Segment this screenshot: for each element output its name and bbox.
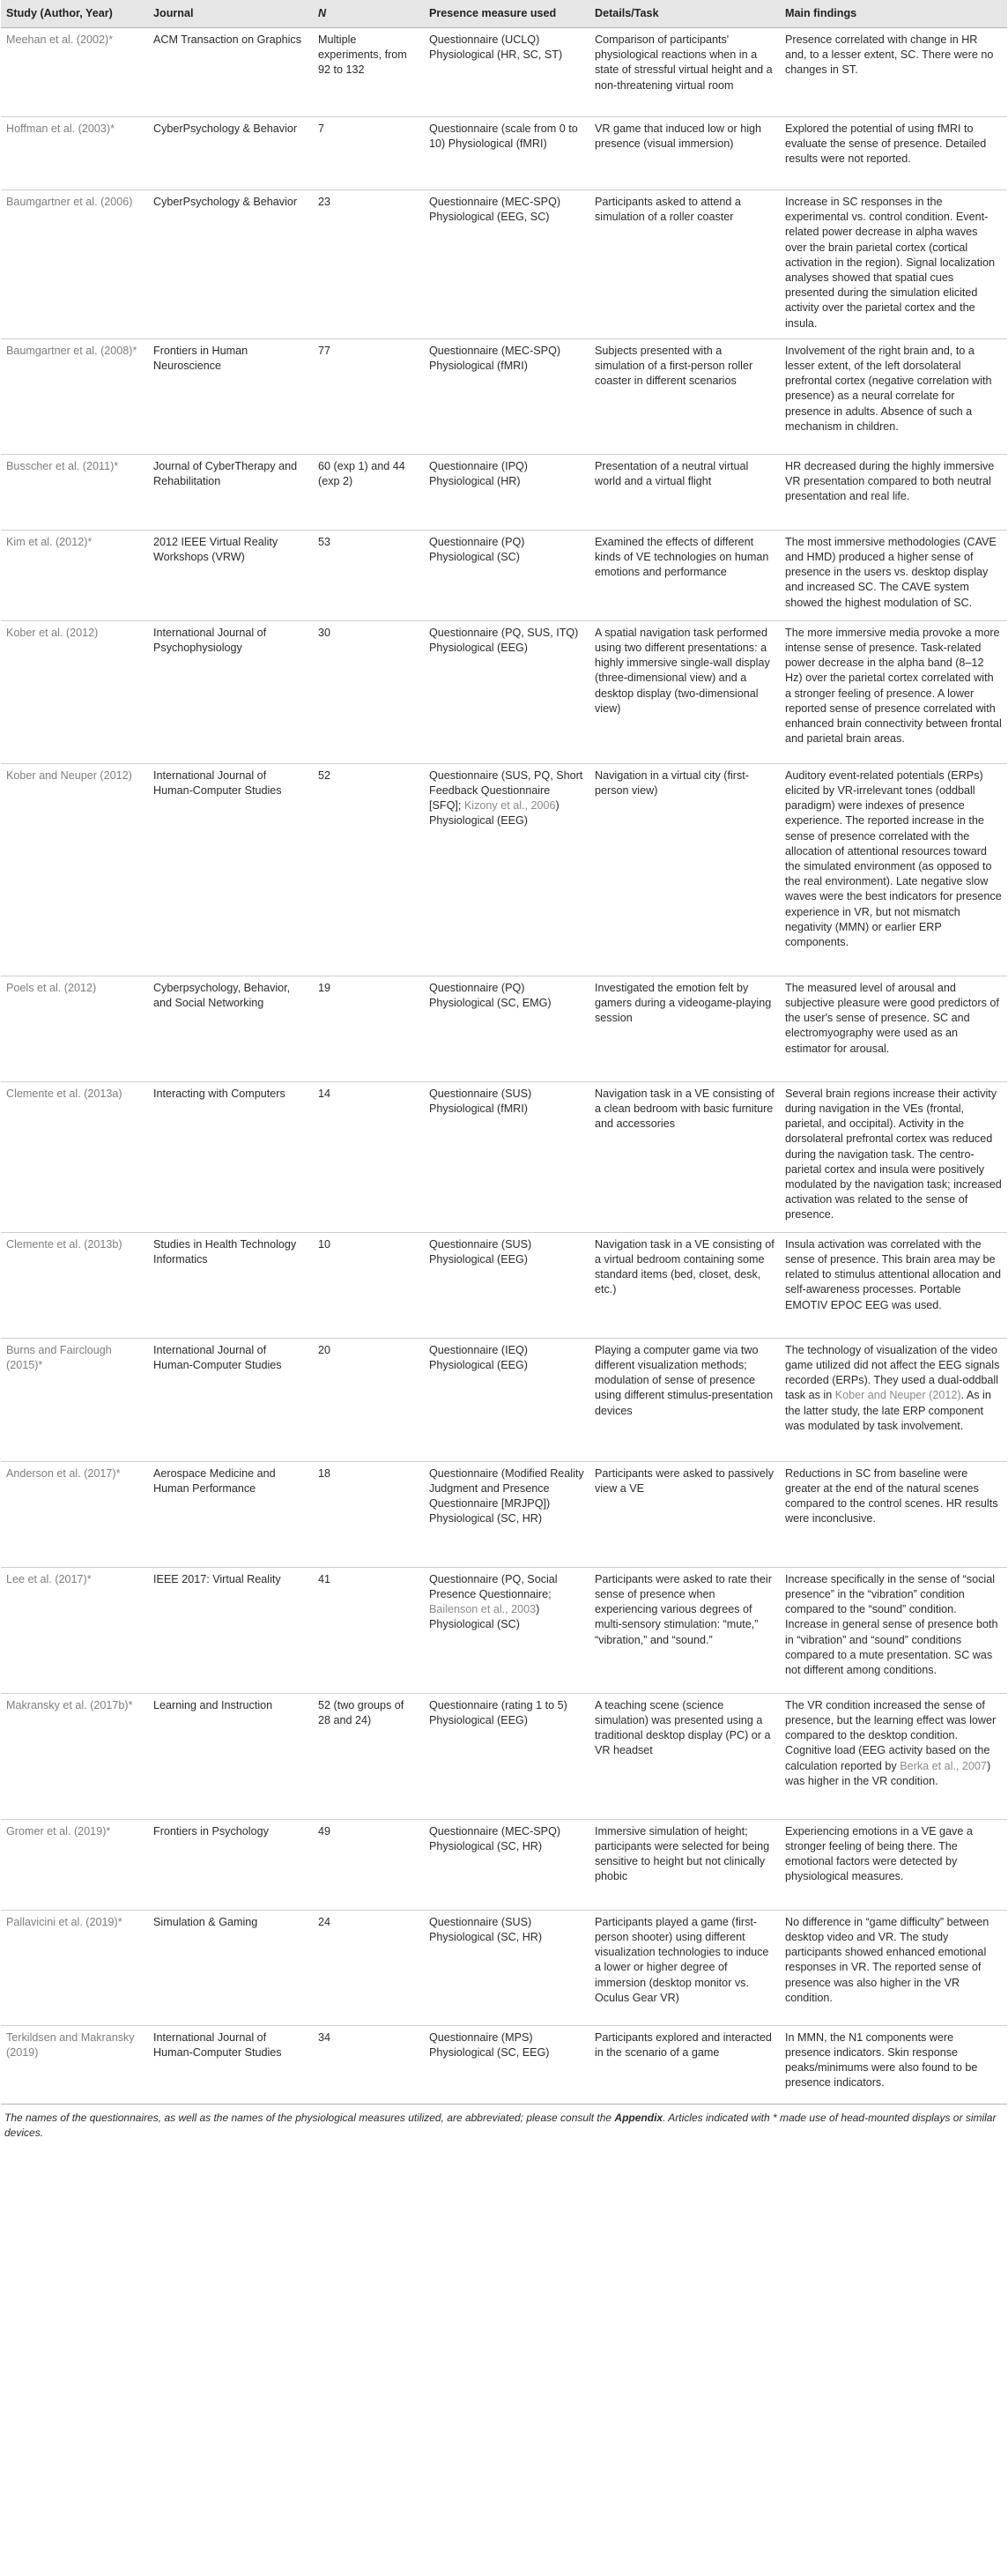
journal-cell: Journal of CyberTherapy and Rehabilitation — [148, 454, 313, 530]
table-body — [1, 28, 1007, 2105]
journal-cell: Cyberpsychology, Behavior, and Social Networking — [148, 976, 313, 1081]
study-cell[interactable]: Burns and Fairclough (2015)* — [1, 1338, 148, 1461]
details-cell: Participants asked to attend a simulation of a roller coaster — [589, 190, 780, 339]
journal-cell: International Journal of Human-Computer Studies — [148, 1338, 313, 1461]
table-row — [1, 2025, 1007, 2104]
table-row — [1, 620, 1007, 763]
journal-cell: International Journal of Psychophysiology — [148, 620, 313, 763]
presence-cell: Questionnaire (PQ) Physiological (SC, EMG) — [424, 976, 589, 1081]
study-cell[interactable]: Clemente et al. (2013a) — [1, 1081, 148, 1232]
details-cell: Comparison of participants' physiological reactions when in a state of stressful virtual height and a non-threatening virtual room — [589, 28, 780, 117]
header-presence: Presence measure used — [424, 0, 589, 28]
footnote-text: . Articles indicated with * made use of head-mounted displays or similar devices. — [4, 2111, 997, 2139]
journal-cell: Aerospace Medicine and Human Performance — [148, 1461, 313, 1567]
presence-cell: Questionnaire (MEC-SPQ) Physiological (SC, HR) — [424, 1819, 589, 1910]
findings-cell: The more immersive media provoke a more intense sense of presence. Task-related power decrease in the alpha band (8–12 Hz) over the parietal cortex correlated with a stronger feeling of presence. A lower reported sense of presence correlated with enhanced brain connectivity between frontal and parietal brain areas. — [780, 620, 1007, 763]
n-cell: 14 — [313, 1081, 424, 1232]
details-cell: Presentation of a neutral virtual world and a virtual flight — [589, 454, 780, 530]
findings-text: ) was higher in the VR condition. — [785, 1759, 991, 1787]
presence-text: Questionnaire (PQ, Social Presence Questionnaire; — [429, 1572, 558, 1601]
presence-text: ) Physiological (SC) — [429, 1603, 540, 1631]
details-cell: Navigation task in a VE consisting of a clean bedroom with basic furniture and accessories — [589, 1081, 780, 1232]
presence-cell: Questionnaire (UCLQ) Physiological (HR, SC, ST) — [424, 28, 589, 117]
table-row — [1, 763, 1007, 976]
presence-cell: Questionnaire (IEQ) Physiological (EEG) — [424, 1338, 589, 1461]
n-cell: 60 (exp 1) and 44 (exp 2) — [313, 454, 424, 530]
table-row — [1, 1232, 1007, 1338]
table-row — [1, 1910, 1007, 2025]
study-cell[interactable]: Hoffman et al. (2003)* — [1, 117, 148, 190]
n-cell: 18 — [313, 1461, 424, 1567]
presence-cell — [424, 1567, 589, 1693]
table-row — [1, 976, 1007, 1081]
presence-cell: Questionnaire (SUS) Physiological (SC, HR) — [424, 1910, 589, 2025]
presence-text: Questionnaire (SUS, PQ, Short Feedback Questionnaire [SFQ]; — [429, 768, 583, 813]
study-cell[interactable]: Gromer et al. (2019)* — [1, 1819, 148, 1910]
details-cell: Participants played a game (first-person shooter) using different visualization technologies to induce a lower or higher degree of immersion (desktop monitor vs. Oculus Gear VR) — [589, 1910, 780, 2025]
table-row — [1, 190, 1007, 339]
presence-cell: Questionnaire (rating 1 to 5) Physiological (EEG) — [424, 1693, 589, 1819]
presence-cell: Questionnaire (SUS) Physiological (EEG) — [424, 1232, 589, 1338]
n-cell: 10 — [313, 1232, 424, 1338]
citation-link[interactable]: Kizony et al., 2006 — [463, 799, 556, 813]
n-cell: 20 — [313, 1338, 424, 1461]
citation-link[interactable]: Bailenson et al., 2003 — [429, 1603, 537, 1616]
journal-cell: IEEE 2017: Virtual Reality — [148, 1567, 313, 1693]
findings-cell: HR decreased during the highly immersive VR presentation compared to both neutral presentation and real life. — [780, 454, 1007, 530]
presence-cell: Questionnaire (IPQ) Physiological (HR) — [424, 454, 589, 530]
n-cell: 24 — [313, 1910, 424, 2025]
study-cell[interactable]: Anderson et al. (2017)* — [1, 1461, 148, 1567]
table-header-row — [1, 0, 1007, 28]
findings-cell — [780, 1693, 1007, 1819]
header-details: Details/Task — [589, 0, 780, 28]
table-row — [1, 28, 1007, 117]
table-row — [1, 1461, 1007, 1567]
n-cell: 53 — [313, 530, 424, 620]
n-cell: 34 — [313, 2025, 424, 2104]
table-footnote — [1, 2105, 1007, 2141]
study-cell[interactable]: Kober et al. (2012) — [1, 620, 148, 763]
n-cell: 30 — [313, 620, 424, 763]
presence-cell: Questionnaire (PQ) Physiological (SC) — [424, 530, 589, 620]
findings-cell: Experiencing emotions in a VE gave a stronger feeling of being there. The emotional factors were detected by physiological measures. — [780, 1819, 1007, 1910]
details-cell: VR game that induced low or high presence (visual immersion) — [589, 117, 780, 190]
findings-text: The VR condition increased the sense of presence, but the learning effect was lower compared to the desktop condition. Cognitive load (EEG activity based on the calculation reported by — [785, 1698, 997, 1772]
details-cell: Playing a computer game via two different visualization methods; modulation of sense of presence using different stimulus-presentation devices — [589, 1338, 780, 1461]
findings-cell: Involvement of the right brain and, to a lesser extent, of the left dorsolateral prefrontal cortex (negative correlation with presence) as a neural correlate for presence in adults. Absence of such a mechanism in children. — [780, 338, 1007, 454]
citation-link[interactable]: Kober and Neuper (2012) — [834, 1389, 961, 1402]
findings-cell: Increase specifically in the sense of “social presence” in the “vibration” condition compared to the “sound” condition. Increase in general sense of presence both in “vibration” and “sound” conditions compared to a mute presentation. SC was not different among conditions. — [780, 1567, 1007, 1693]
study-cell[interactable]: Poels et al. (2012) — [1, 976, 148, 1081]
details-cell: Participants were asked to rate their sense of presence when experiencing various degrees of multi-sensory stimulation: “mute,” “vibration,” and “sound.” — [589, 1567, 780, 1693]
study-cell[interactable]: Baumgartner et al. (2006) — [1, 190, 148, 339]
header-n: N — [313, 0, 424, 28]
findings-cell: The measured level of arousal and subjective pleasure were good predictors of the user's sense of presence. SC and electromyography were used as an estimator for arousal. — [780, 976, 1007, 1081]
table-row — [1, 1819, 1007, 1910]
findings-cell: Presence correlated with change in HR and, to a lesser extent, SC. There were no changes in ST. — [780, 28, 1007, 117]
journal-cell: ACM Transaction on Graphics — [148, 28, 313, 117]
journal-cell: International Journal of Human-Computer Studies — [148, 2025, 313, 2104]
study-cell[interactable]: Terkildsen and Makransky (2019) — [1, 2025, 148, 2104]
n-cell: 77 — [313, 338, 424, 454]
details-cell: A spatial navigation task performed using two different presentations: a highly immersive single-wall display (three-dimensional view) and a desktop display (two-dimensional view) — [589, 620, 780, 763]
presence-cell: Questionnaire (MEC-SPQ) Physiological (EEG, SC) — [424, 190, 589, 339]
details-cell: Investigated the emotion felt by gamers during a videogame-playing session — [589, 976, 780, 1081]
study-cell[interactable]: Busscher et al. (2011)* — [1, 454, 148, 530]
details-cell: Participants were asked to passively view a VE — [589, 1461, 780, 1567]
journal-cell: International Journal of Human-Computer Studies — [148, 763, 313, 976]
findings-cell: Explored the potential of using fMRI to evaluate the sense of presence. Detailed results were not reported. — [780, 117, 1007, 190]
n-cell: 23 — [313, 190, 424, 339]
details-cell: Immersive simulation of height; participants were selected for being sensitive to height but not clinically phobic — [589, 1819, 780, 1910]
findings-cell: Insula activation was correlated with the sense of presence. This brain area may be related to stimulus attentional allocation and self-awareness processes. Portable EMOTIV EPOC EEG was used. — [780, 1232, 1007, 1338]
journal-cell: CyberPsychology & Behavior — [148, 117, 313, 190]
presence-cell: Questionnaire (MPS) Physiological (SC, EEG) — [424, 2025, 589, 2104]
header-findings: Main findings — [780, 0, 1007, 28]
citation-link[interactable]: Berka et al., 2007 — [900, 1759, 987, 1772]
findings-cell: Reductions in SC from baseline were greater at the end of the natural scenes compared to the control scenes. HR results were inconclusive. — [780, 1461, 1007, 1567]
journal-cell: Learning and Instruction — [148, 1693, 313, 1819]
presence-cell — [424, 763, 589, 976]
study-cell[interactable]: Lee et al. (2017)* — [1, 1567, 148, 1693]
study-cell[interactable]: Pallavicini et al. (2019)* — [1, 1910, 148, 2025]
findings-cell: In MMN, the N1 components were presence indicators. Skin response peaks/minimums were also found to be presence indicators. — [780, 2025, 1007, 2104]
n-cell: 49 — [313, 1819, 424, 1910]
details-cell: Subjects presented with a simulation of a first-person roller coaster in different scenarios — [589, 338, 780, 454]
journal-cell: 2012 IEEE Virtual Reality Workshops (VRW) — [148, 530, 313, 620]
presence-text: ) Physiological (EEG) — [429, 799, 560, 828]
appendix-link[interactable]: Appendix — [614, 2111, 663, 2124]
table-row — [1, 1693, 1007, 1819]
findings-cell: Several brain regions increase their activity during navigation in the VEs (frontal, parietal, and occipital). Activity in the dorsolateral prefrontal cortex was reduced during the navigation task. The centro-parietal cortex and insula were positively modulated by the navigation task; increased activation was related to the sense of presence. — [780, 1081, 1007, 1232]
details-cell: A teaching scene (science simulation) was presented using a traditional desktop display (PC) or a VR headset — [589, 1693, 780, 1819]
journal-cell: Simulation & Gaming — [148, 1910, 313, 2025]
presence-cell: Questionnaire (SUS) Physiological (fMRI) — [424, 1081, 589, 1232]
journal-cell: Frontiers in Human Neuroscience — [148, 338, 313, 454]
n-cell: 7 — [313, 117, 424, 190]
n-cell: 52 — [313, 763, 424, 976]
table-row — [1, 1567, 1007, 1693]
table-row — [1, 530, 1007, 620]
study-cell[interactable]: Makransky et al. (2017b)* — [1, 1693, 148, 1819]
study-cell[interactable]: Clemente et al. (2013b) — [1, 1232, 148, 1338]
header-study: Study (Author, Year) — [1, 0, 148, 28]
study-cell[interactable]: Baumgartner et al. (2008)* — [1, 338, 148, 454]
presence-cell: Questionnaire (PQ, SUS, ITQ) Physiological (EEG) — [424, 620, 589, 763]
findings-cell: Increase in SC responses in the experimental vs. control condition. Event-related power decrease in alpha waves over the brain parietal cortex (cortical activation in the region). Signal localization analyses showed that spatial cues presented during the simulation elicited activity over the parietal cortex and the insula. — [780, 190, 1007, 339]
n-cell: 52 (two groups of 28 and 24) — [313, 1693, 424, 1819]
findings-text: The technology of visualization of the video game utilized did not affect the EEG signals recorded (ERPs). They used a dual-oddball task as in — [785, 1343, 1000, 1402]
study-cell[interactable]: Kober and Neuper (2012) — [1, 763, 148, 976]
details-cell: Navigation task in a VE consisting of a virtual bedroom containing some standard items (bed, closet, desk, etc.) — [589, 1232, 780, 1338]
findings-cell: Auditory event-related potentials (ERPs) elicited by VR-irrelevant tones (oddball paradigm) were indexes of presence experience. The reported increase in the sense of presence correlated with the allocation of attentional resources toward the simulated environment (as opposed to the real environment). Late negative slow waves were the best indicators for presence experience in VR, but not mismatch negativity (MMN) or earlier ERP components. — [780, 763, 1007, 976]
journal-cell: CyberPsychology & Behavior — [148, 190, 313, 339]
details-cell: Navigation in a virtual city (first-person view) — [589, 763, 780, 976]
study-cell[interactable]: Meehan et al. (2002)* — [1, 28, 148, 117]
footnote-text: The names of the questionnaires, as well as the names of the physiological measures utilized, are abbreviated; please consult the — [4, 2111, 615, 2124]
n-cell: Multiple experiments, from 92 to 132 — [313, 28, 424, 117]
table-row — [1, 338, 1007, 454]
presence-cell: Questionnaire (MEC-SPQ) Physiological (fMRI) — [424, 338, 589, 454]
details-cell: Participants explored and interacted in the scenario of a game — [589, 2025, 780, 2104]
table-row — [1, 1081, 1007, 1232]
study-cell[interactable]: Kim et al. (2012)* — [1, 530, 148, 620]
presence-cell: Questionnaire (Modified Reality Judgment and Presence Questionnaire [MRJPQ]) Physiological (SC, HR) — [424, 1461, 589, 1567]
n-cell: 41 — [313, 1567, 424, 1693]
findings-cell: No difference in “game difficulty” between desktop video and VR. The study participants showed enhanced emotional responses in VR. The reported sense of presence was also higher in the VR condition. — [780, 1910, 1007, 2025]
header-journal: Journal — [148, 0, 313, 28]
journal-cell: Studies in Health Technology Informatics — [148, 1232, 313, 1338]
details-cell: Examined the effects of different kinds of VE technologies on human emotions and performance — [589, 530, 780, 620]
n-cell: 19 — [313, 976, 424, 1081]
findings-text: . As in the latter study, the late ERP component was modulated by task involvement. — [785, 1389, 991, 1432]
studies-table — [1, 0, 1007, 2105]
table-row — [1, 1338, 1007, 1461]
table-row — [1, 454, 1007, 530]
table-row — [1, 117, 1007, 190]
journal-cell: Frontiers in Psychology — [148, 1819, 313, 1910]
journal-cell: Interacting with Computers — [148, 1081, 313, 1232]
presence-cell: Questionnaire (scale from 0 to 10) Physiological (fMRI) — [424, 117, 589, 190]
findings-cell: The most immersive methodologies (CAVE and HMD) produced a higher sense of presence in the users vs. desktop display and increased SC. The CAVE system showed the highest modulation of SC. — [780, 530, 1007, 620]
findings-cell — [780, 1338, 1007, 1461]
